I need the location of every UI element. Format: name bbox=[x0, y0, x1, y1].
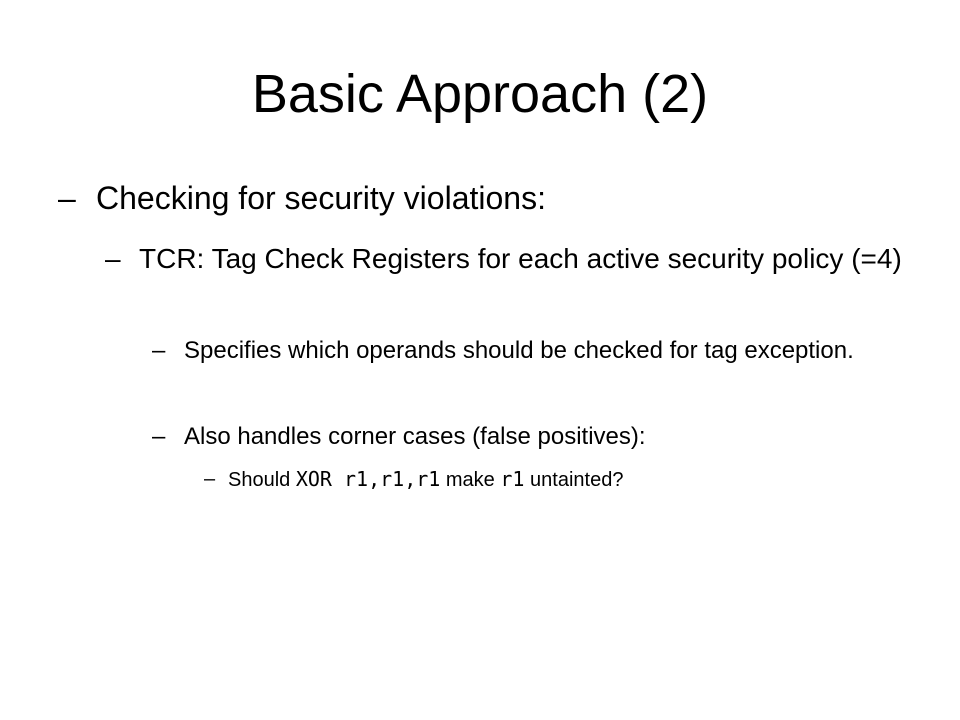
bullet-dash: – bbox=[105, 243, 121, 274]
code-instruction: XOR r1,r1,r1 bbox=[295, 467, 441, 491]
bullet-text-part: make bbox=[440, 469, 501, 491]
bullet-level3 bbox=[152, 420, 934, 454]
bullet-dash: – bbox=[152, 423, 166, 450]
bullet-level2 bbox=[105, 240, 939, 278]
bullet-level4 bbox=[204, 464, 928, 495]
code-register: r1 bbox=[500, 467, 525, 491]
bullet-text: Also handles corner cases (false positives): bbox=[184, 423, 646, 450]
bullet-level3 bbox=[152, 334, 934, 368]
bullet-text: TCR: Tag Check Registers for each active security policy (=4) bbox=[139, 243, 902, 274]
bullet-dash: – bbox=[58, 180, 76, 216]
bullet-text: Checking for security violations: bbox=[96, 180, 546, 216]
bullet-text-part: Should bbox=[228, 469, 296, 491]
bullet-text: Specifies which operands should be checked for tag exception. bbox=[184, 337, 854, 364]
bullet-text-part: untainted? bbox=[524, 469, 624, 491]
bullet-level1 bbox=[58, 176, 956, 220]
bullet-dash: – bbox=[204, 468, 216, 490]
bullet-dash: – bbox=[152, 337, 166, 364]
slide-title: Basic Approach (2) bbox=[251, 64, 709, 124]
